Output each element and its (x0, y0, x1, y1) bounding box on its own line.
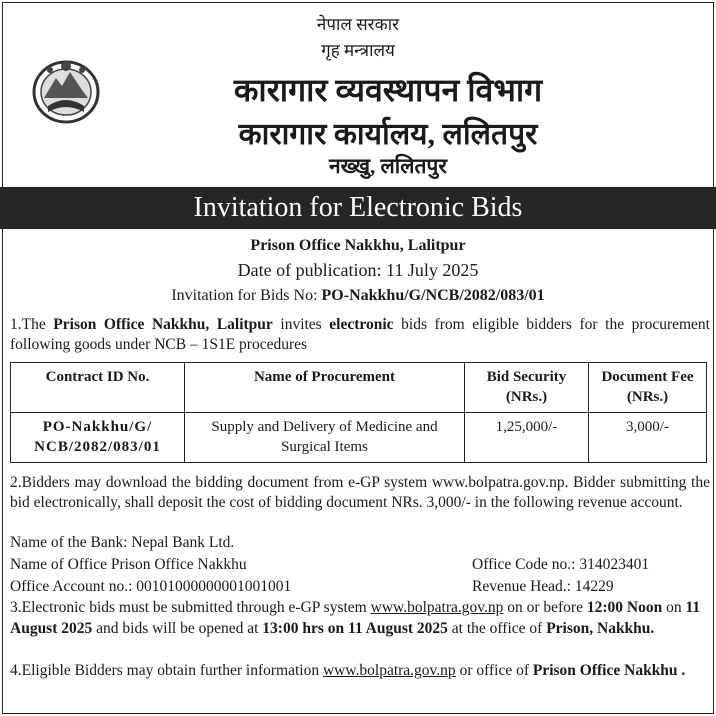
p1-office: Prison Office Nakkhu, Lalitpur (53, 316, 273, 333)
header-line-2: गृह मन्त्रालय (321, 41, 395, 60)
p3-text: at the office of (447, 620, 547, 637)
paragraph-3 (10, 597, 710, 639)
cell-document-fee: 3,000/- (589, 413, 707, 463)
p1-electronic: electronic (329, 316, 394, 333)
bolpatra-link-2[interactable]: www.bolpatra.gov.np (322, 662, 456, 679)
department-title: कारागार व्यवस्थापन विभाग (233, 72, 543, 108)
office-name-field: Name of Office Prison Office Nakkhu (10, 556, 247, 573)
p3-text: 3.Electronic bids must be submitted through e-GP system (10, 599, 371, 616)
office-name: Prison Office Nakkhu, Lalitpur (250, 237, 466, 254)
paragraph-1 (10, 315, 710, 355)
p3-text: and bids will be opened at (92, 620, 263, 637)
cell-contract-id: PO-Nakkhu/G/ NCB/2082/083/01 (11, 413, 185, 463)
bolpatra-link[interactable]: www.bolpatra.gov.np (370, 599, 504, 616)
cell-procurement: Supply and Delivery of Medicine and Surgical Items (185, 413, 465, 463)
col-procurement: Name of Procurement (185, 363, 465, 413)
table-row (11, 413, 707, 463)
paragraph-2: 2.Bidders may download the bidding document from e-GP system www.bolpatra.gov.np. Bidder submitting the bid electronically, shall deposit the cost of bidding document NRs. 3,000/- in the following revenue account. (10, 474, 710, 511)
publication-date: Date of publication: 11 July 2025 (237, 260, 479, 280)
p1-text: invites (272, 316, 330, 333)
revenue-head: Revenue Head.: 14229 (472, 578, 614, 595)
p3-text: on (662, 599, 686, 616)
ifb-line (0, 287, 716, 305)
bank-row-2 (10, 556, 710, 574)
p4-office: Prison Office Nakkhu . (532, 662, 686, 679)
paragraph-4 (10, 660, 710, 681)
ifb-number: PO-Nakkhu/G/NCB/2082/083/01 (321, 287, 545, 304)
bank-name: Name of the Bank: Nepal Bank Ltd. (10, 534, 235, 551)
title-banner: Invitation for Electronic Bids (0, 187, 716, 229)
office-code: Office Code no.: 314023401 (472, 556, 650, 573)
p3-deadline-time: 12:00 Noon (586, 599, 663, 616)
ifb-label: Invitation for Bids No: (171, 287, 322, 304)
p1-text: 1.The (10, 316, 54, 333)
account-no: Office Account no.: 00101000000001001001 (10, 578, 292, 595)
p4-text: or office of (455, 662, 533, 679)
p3-office: Prison, Nakkhu. (546, 620, 655, 637)
p4-text: 4.Eligible Bidders may obtain further information (10, 662, 323, 679)
p1-text: bids from eligible bidders for the procurement following goods under NCB – 1S1E procedures (10, 316, 710, 353)
procurement-table (10, 362, 707, 463)
col-document-fee: Document Fee (NRs.) (589, 363, 707, 413)
office-location: नख्खु, ललितपुर (329, 154, 447, 178)
header (0, 0, 716, 190)
header-line-1: नेपाल सरकार (316, 15, 400, 34)
p3-text: on or before (503, 599, 587, 616)
table-header-row (11, 363, 707, 413)
p3-opening: 13:00 hrs on 11 August 2025 (262, 620, 448, 637)
col-contract-id: Contract ID No. (11, 363, 185, 413)
office-title: कारागार कार्यालय, ललितपुर (238, 118, 538, 151)
cell-bid-security: 1,25,000/- (465, 413, 589, 463)
bank-row-3 (10, 578, 710, 596)
col-bid-security: Bid Security (NRs.) (465, 363, 589, 413)
p3-deadline-date: 11 August 2025 (10, 599, 701, 637)
